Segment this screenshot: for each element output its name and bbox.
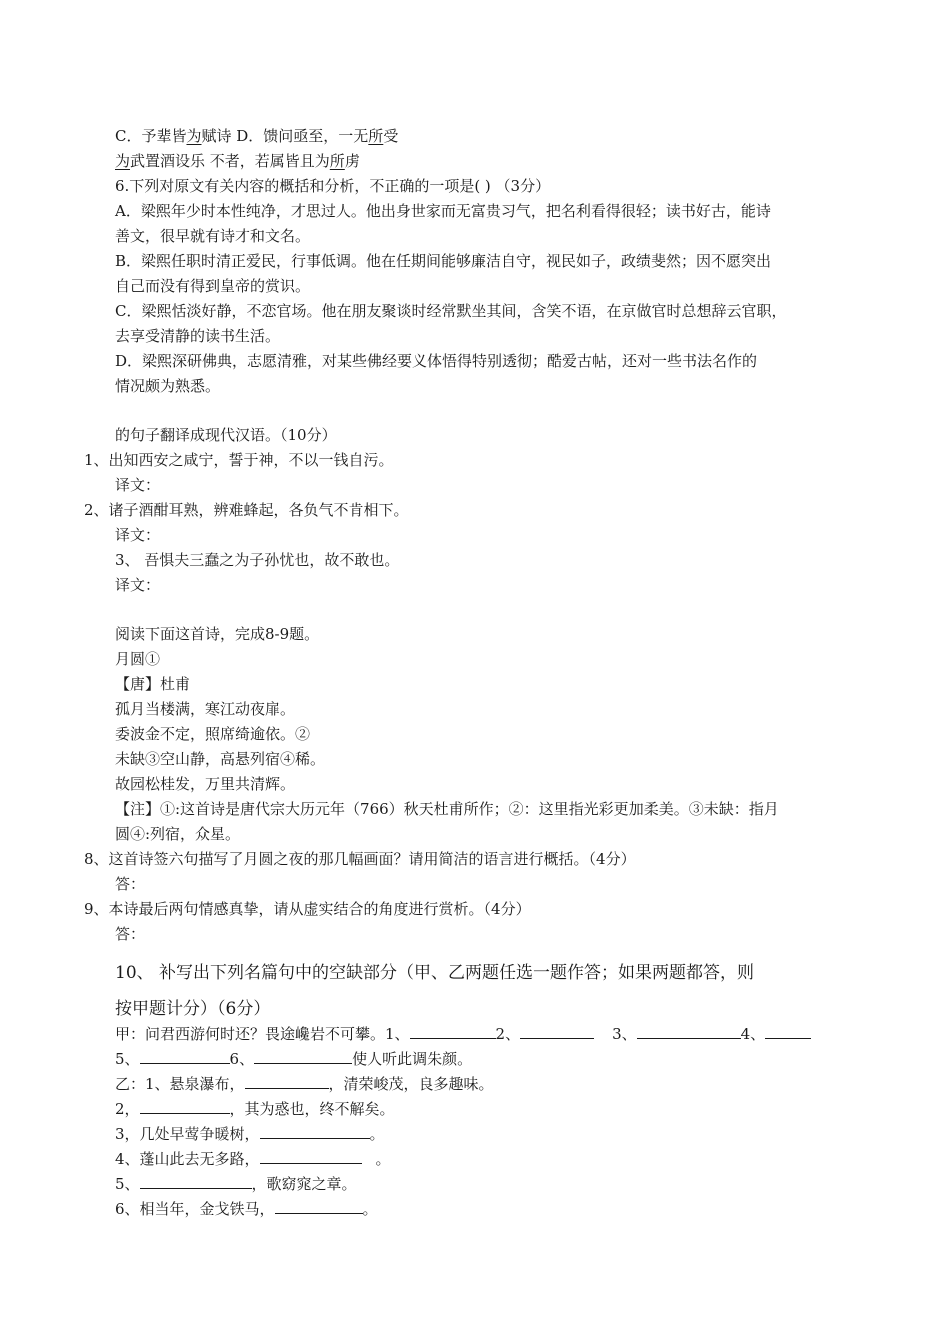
answer-blank[interactable] <box>520 1024 594 1039</box>
poem-intro: 阅读下面这首诗，完成8-9题。 <box>115 625 320 643</box>
q10-yi-text: 4、蓬山此去无多路， <box>115 1150 260 1168</box>
poem-line-4: 故园松桂发，万里共清辉。 <box>115 775 296 793</box>
poem-author: 【唐】杜甫 <box>115 675 191 693</box>
q6-option-b: B．梁熙任职时清正爱民，行事低调。他在任期间能够廉洁自守，视民如子，政绩斐然；因不愿突出 <box>115 252 772 270</box>
q5-underlined-word: 为 <box>186 127 202 145</box>
q10-yi-line-4 <box>115 1149 391 1169</box>
q6-option-d-cont: 情况颇为熟悉。 <box>115 377 221 395</box>
q5-text: 受 <box>383 127 399 145</box>
q10-yi-line-6 <box>115 1199 378 1219</box>
answer-blank[interactable] <box>140 1049 230 1064</box>
q10-blank-number: 2、 <box>495 1025 521 1043</box>
q6-option-a: A．梁熙年少时本性纯净，才思过人。他出身世家而无富贵习气，把名利看得很轻；读书好古，能诗 <box>115 202 771 220</box>
q7-translate-label-1: 译文： <box>115 476 161 494</box>
q6-option-c: C．梁熙恬淡好静，不恋官场。他在朋友聚谈时经常默坐其间，含笑不语，在京做官时总想辞云官职， <box>115 302 787 320</box>
q7-sentence-1: 1、出知西安之咸宁，誓于神，不以一钱自污。 <box>84 451 394 469</box>
q5-underlined-word: 为 <box>115 152 131 170</box>
q8-answer-label: 答： <box>115 875 146 893</box>
q6-option-c-cont: 去享受清静的读书生活。 <box>115 327 281 345</box>
q10-yi-text: 乙：1、悬泉瀑布， <box>115 1075 245 1093</box>
q6-option-a-cont: 善文，很早就有诗才和文名。 <box>115 227 311 245</box>
q10-yi-text: 3，几处早莺争暖树， <box>115 1125 260 1143</box>
q6-option-d: D．梁熙深研佛典，志愿清雅，对某些佛经要义体悟得特别透彻；酷爱古帖，还对一些书法名作的 <box>115 352 758 370</box>
poem-title: 月圆① <box>115 650 161 668</box>
poem-line-3: 未缺③空山静，高悬列宿④稀。 <box>115 750 326 768</box>
q6-option-b-cont: 自己而没有得到皇帝的赏识。 <box>115 277 311 295</box>
q10-jia-text: 使人听此调朱颜。 <box>352 1050 473 1068</box>
answer-blank[interactable] <box>254 1049 352 1064</box>
q7-sentence-2: 2、诸子酒酣耳熟，辨难蜂起，各负气不肯相下。 <box>84 501 409 519</box>
q5-underlined-word: 所 <box>329 152 345 170</box>
answer-blank[interactable] <box>410 1024 496 1039</box>
q10-yi-text: 。 <box>362 1200 378 1218</box>
poem-line-2: 委波金不定，照席绮逾依。② <box>115 725 311 743</box>
answer-blank[interactable] <box>637 1024 741 1039</box>
q5-text: 武置酒设乐 不者，若属皆且为 <box>130 152 330 170</box>
q10-jia-line-2 <box>115 1049 472 1069</box>
q8-stem: 8、这首诗签六句描写了月圆之夜的那几幅画面？请用简洁的语言进行概括。（4分） <box>84 850 636 868</box>
q7-sentence-3: 3、 吾惧夫三蠢之为子孙忧也，故不敢也。 <box>115 551 400 569</box>
q5-text: 虏 <box>344 152 360 170</box>
q7-stem: 的句子翻译成现代汉语。（10分） <box>115 426 337 444</box>
q10-blank-number: 5、 <box>115 1050 140 1068</box>
answer-blank[interactable] <box>140 1174 252 1189</box>
q10-yi-text: ，歌窈窕之章。 <box>251 1175 357 1193</box>
answer-blank[interactable] <box>260 1149 362 1164</box>
q10-yi-text: 2， <box>115 1100 140 1118</box>
q6-stem: 6.下列对原文有关内容的概括和分析，不正确的一项是( ) （3分） <box>115 177 551 195</box>
q10-yi-text: 。 <box>375 1150 391 1168</box>
q10-yi-text: 。 <box>369 1125 385 1143</box>
q5-underlined-word: 所 <box>368 127 384 145</box>
q9-answer-label: 答： <box>115 925 146 943</box>
answer-blank[interactable] <box>765 1024 811 1039</box>
q10-stem-cont: 按甲题计分）（6分） <box>115 999 271 1019</box>
poem-note-cont: 圆④:列宿，众星。 <box>115 825 241 843</box>
q5-option-c-line <box>115 126 398 146</box>
answer-blank[interactable] <box>260 1124 370 1139</box>
q10-jia-text: 甲：问君西游何时还？畏途巉岩不可攀。1、 <box>115 1025 410 1043</box>
q10-yi-line-2 <box>115 1099 395 1119</box>
q5-text: C．予辈皆 <box>115 127 187 145</box>
poem-line-1: 孤月当楼满，寒江动夜扉。 <box>115 700 296 718</box>
q10-yi-line-1 <box>115 1074 494 1094</box>
q10-blank-number: 4、 <box>740 1025 766 1043</box>
q10-jia-line-1 <box>115 1024 811 1044</box>
answer-blank[interactable] <box>275 1199 363 1214</box>
q9-stem: 9、本诗最后两句情感真挚，请从虚实结合的角度进行赏析。（4分） <box>84 900 531 918</box>
q10-yi-text: 6、相当年，金戈铁马， <box>115 1200 275 1218</box>
q10-yi-text: 5、 <box>115 1175 140 1193</box>
q10-blank-number: 3、 <box>612 1025 637 1043</box>
q5-option-line-2 <box>115 151 360 171</box>
q7-translate-label-3: 译文： <box>115 576 161 594</box>
answer-blank[interactable] <box>140 1099 230 1114</box>
q10-yi-text: ，清荣峻茂，良多趣味。 <box>328 1075 494 1093</box>
q10-yi-line-5 <box>115 1174 357 1194</box>
q10-yi-line-3 <box>115 1124 385 1144</box>
q10-stem: 10、 补写出下列名篇句中的空缺部分（甲、乙两题任选一题作答；如果两题都答，则 <box>115 963 755 983</box>
answer-blank[interactable] <box>245 1074 329 1089</box>
poem-note: 【注】①:这首诗是唐代宗大历元年（766）秋天杜甫所作；②：这里指光彩更加柔美。③未缺：指月 <box>115 800 779 818</box>
q10-blank-number: 6、 <box>229 1050 255 1068</box>
q5-text: 赋诗 D．馈问亟至，一无 <box>201 127 369 145</box>
q7-translate-label-2: 译文： <box>115 526 161 544</box>
q10-yi-text: ，其为惑也，终不解矣。 <box>229 1100 395 1118</box>
